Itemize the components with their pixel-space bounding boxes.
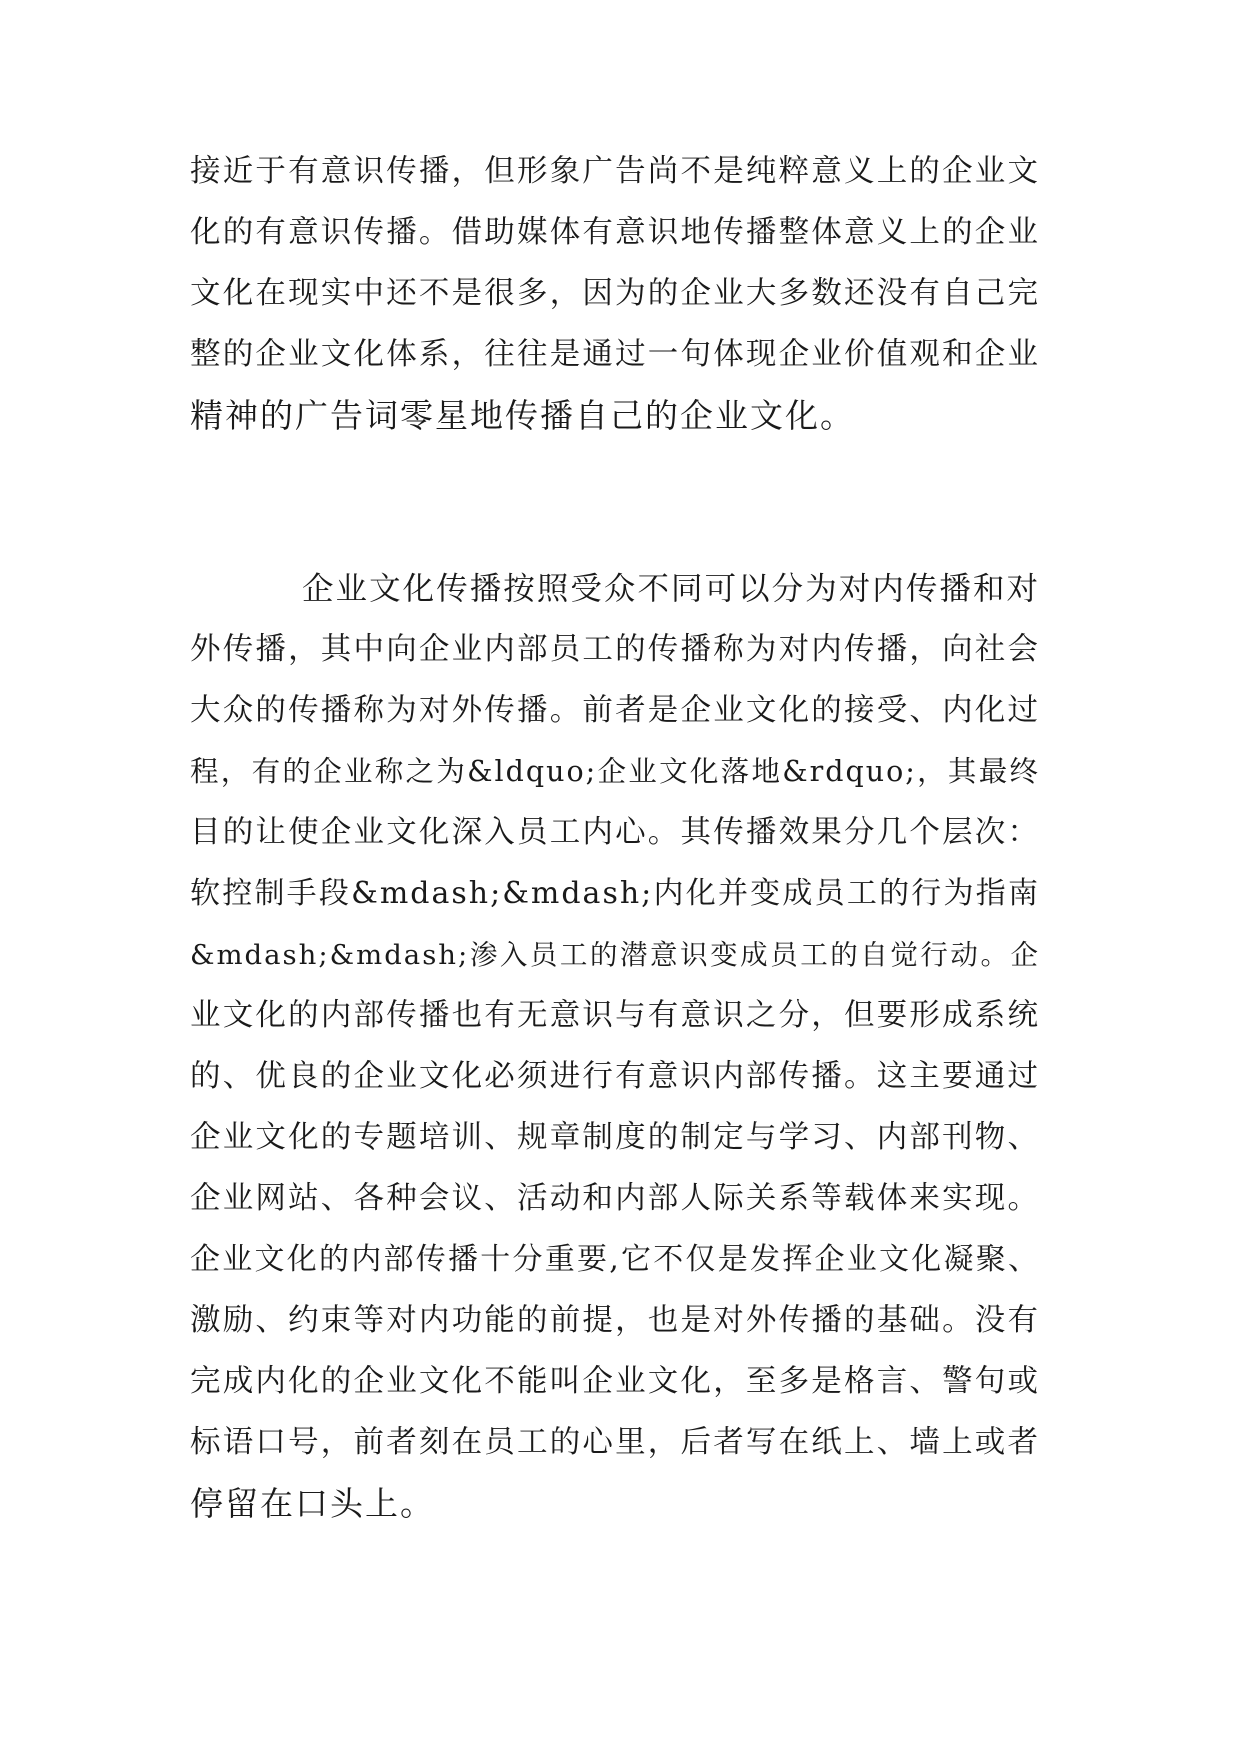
paragraph-2-line-15: 标语口号，前者刻在员工的心里，后者写在纸上、墙上或者 [190,1425,1040,1460]
paragraph-2-line-12: 企业文化的内部传播十分重要,它不仅是发挥企业文化凝聚、 [190,1242,1040,1277]
paragraph-1-line-5: 精神的广告词零星地传播自己的企业文化。 [190,396,855,435]
paragraph-1-line-4: 整的企业文化体系，往往是通过一句体现企业价值观和企业 [190,337,1040,372]
paragraph-2-line-16: 停留在口头上。 [190,1484,435,1523]
paragraph-2-line-8: 业文化的内部传播也有无意识与有意识之分，但要形成系统 [190,998,1040,1033]
paragraph-2-line-14: 完成内化的企业文化不能叫企业文化，至多是格言、警句或 [190,1364,1040,1399]
paragraph-2-line-7: &mdash;&mdash;渗入员工的潜意识变成员工的自觉行动。企 [190,939,1040,971]
paragraph-2-line-1: 企业文化传播按照受众不同可以分为对内传播和对 [302,571,1040,607]
paragraph-1-line-1: 接近于有意识传播，但形象广告尚不是纯粹意义上的企业文 [190,154,1040,189]
paragraph-2-line-6: 软控制手段&mdash;&mdash;内化并变成员工的行为指南 [190,876,1040,911]
paragraph-1-line-2: 化的有意识传播。借助媒体有意识地传播整体意义上的企业 [190,215,1040,250]
paragraph-1-line-3: 文化在现实中还不是很多，因为的企业大多数还没有自己完 [190,276,1040,311]
paragraph-2-line-4: 程，有的企业称之为&ldquo;企业文化落地&rdquo;，其最终 [190,755,1040,788]
paragraph-2-line-9: 的、优良的企业文化必须进行有意识内部传播。这主要通过 [190,1059,1040,1094]
paragraph-2-line-11: 企业网站、各种会议、活动和内部人际关系等载体来实现。 [190,1181,1040,1216]
paragraph-2-line-13: 激励、约束等对内功能的前提，也是对外传播的基础。没有 [190,1303,1040,1338]
paragraph-2-line-2: 外传播，其中向企业内部员工的传播称为对内传播，向社会 [190,632,1040,667]
paragraph-2-line-5: 目的让使企业文化深入员工内心。其传播效果分几个层次： [190,815,1040,850]
paragraph-2-line-10: 企业文化的专题培训、规章制度的制定与学习、内部刊物、 [190,1120,1040,1155]
paragraph-2-line-3: 大众的传播称为对外传播。前者是企业文化的接受、内化过 [190,693,1040,728]
